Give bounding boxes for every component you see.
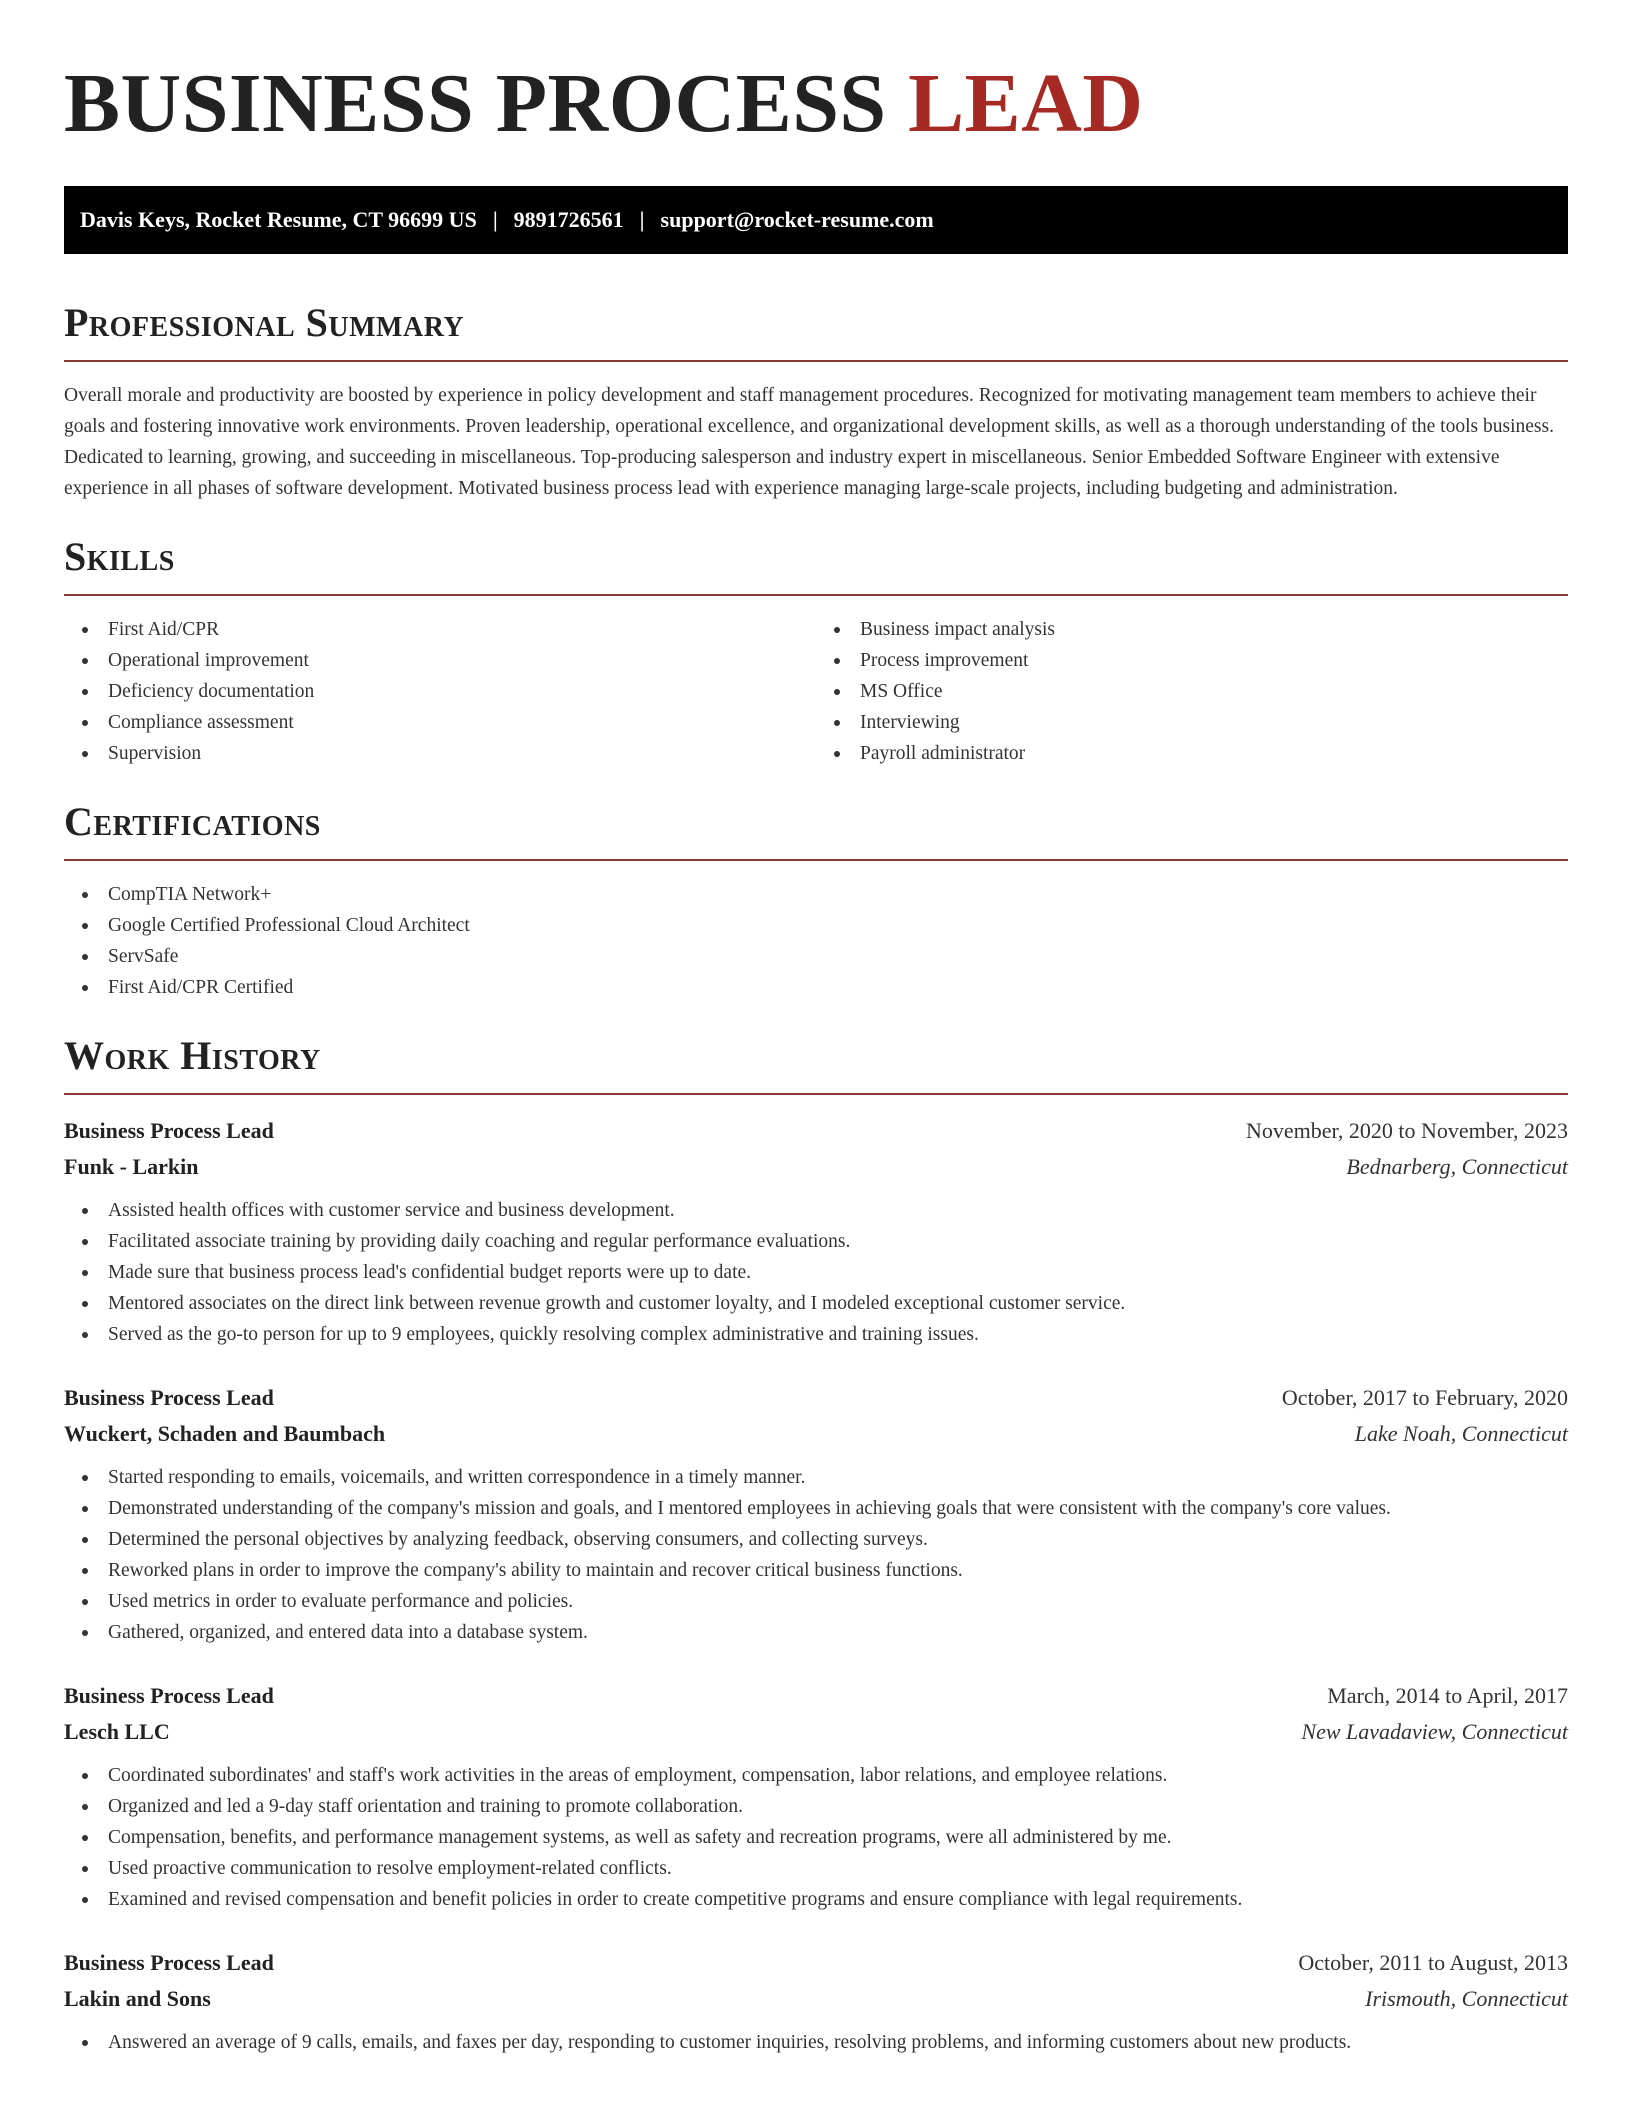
list-item: Interviewing — [816, 707, 1568, 738]
list-item: Mentored associates on the direct link between revenue growth and customer loyalty, and I modeled exceptional customer service. — [64, 1288, 1568, 1319]
job-dates: October, 2017 to February, 2020 — [1281, 1385, 1568, 1410]
resume-title — [64, 56, 1568, 152]
contact-separator: | — [639, 207, 645, 232]
job-company-row — [64, 1981, 1568, 2017]
list-item: Made sure that business process lead's confidential budget reports were up to date. — [64, 1257, 1568, 1288]
list-item: First Aid/CPR Certified — [64, 972, 1568, 1003]
contact-address: Davis Keys, Rocket Resume, CT 96699 US — [80, 207, 477, 232]
section-divider — [64, 594, 1568, 596]
job-header-row — [64, 1945, 1568, 1981]
job-company-row — [64, 1149, 1568, 1185]
job-bullets — [64, 1195, 1568, 1350]
list-item: Assisted health offices with customer service and business development. — [64, 1195, 1568, 1226]
list-item: Process improvement — [816, 645, 1568, 676]
job-dates: October, 2011 to August, 2013 — [1298, 1950, 1568, 1975]
contact-bar — [64, 186, 1568, 254]
skills-column-left — [64, 614, 816, 769]
job-location: Bednarberg, Connecticut — [1346, 1154, 1568, 1179]
job-location: New Lavadaview, Connecticut — [1301, 1719, 1568, 1744]
list-item: Answered an average of 9 calls, emails, and faxes per day, responding to customer inquiries, resolving problems, and informing customers about new products. — [64, 2027, 1568, 2058]
job-location: Irismouth, Connecticut — [1365, 1986, 1568, 2011]
job-dates: March, 2014 to April, 2017 — [1327, 1683, 1568, 1708]
job-entry — [64, 1945, 1568, 2058]
list-item: Served as the go-to person for up to 9 employees, quickly resolving complex administrative and training issues. — [64, 1319, 1568, 1350]
list-item: Operational improvement — [64, 645, 816, 676]
job-company: Lakin and Sons — [64, 1986, 211, 2011]
list-item: Determined the personal objectives by analyzing feedback, observing consumers, and collecting surveys. — [64, 1524, 1568, 1555]
job-title: Business Process Lead — [64, 1385, 274, 1410]
skills-list — [64, 614, 816, 769]
title-main: BUSINESS PROCESS — [64, 57, 887, 150]
work-history-section — [64, 1033, 1568, 2058]
job-entry — [64, 1678, 1568, 1915]
list-item: Gathered, organized, and entered data into a database system. — [64, 1617, 1568, 1648]
list-item: Demonstrated understanding of the company's mission and goals, and I mentored employees in achieving goals that were consistent with the company's core values. — [64, 1493, 1568, 1524]
contact-email[interactable]: support@rocket-resume.com — [660, 207, 934, 232]
section-heading: Skills — [64, 534, 175, 579]
list-item: Coordinated subordinates' and staff's work activities in the areas of employment, compensation, labor relations, and employee relations. — [64, 1760, 1568, 1791]
title-accent: LEAD — [908, 57, 1144, 150]
certifications-section — [64, 799, 1568, 1003]
job-company-row — [64, 1416, 1568, 1452]
section-divider — [64, 360, 1568, 362]
list-item: Supervision — [64, 738, 816, 769]
job-dates: November, 2020 to November, 2023 — [1245, 1118, 1568, 1143]
skills-column-right — [816, 614, 1568, 769]
list-item: ServSafe — [64, 941, 1568, 972]
job-company: Wuckert, Schaden and Baumbach — [64, 1421, 386, 1446]
job-bullets — [64, 2027, 1568, 2058]
list-item: Organized and led a 9-day staff orientation and training to promote collaboration. — [64, 1791, 1568, 1822]
list-item: CompTIA Network+ — [64, 879, 1568, 910]
list-item: Used metrics in order to evaluate performance and policies. — [64, 1586, 1568, 1617]
list-item: Compensation, benefits, and performance management systems, as well as safety and recreation programs, were all administered by me. — [64, 1822, 1568, 1853]
summary-section — [64, 300, 1568, 504]
list-item: Business impact analysis — [816, 614, 1568, 645]
section-heading: Professional Summary — [64, 300, 465, 345]
job-header-row — [64, 1113, 1568, 1149]
list-item: Started responding to emails, voicemails, and written correspondence in a timely manner. — [64, 1462, 1568, 1493]
skills-list — [816, 614, 1568, 769]
job-header-row — [64, 1380, 1568, 1416]
list-item: Facilitated associate training by providing daily coaching and regular performance evaluations. — [64, 1226, 1568, 1257]
job-company: Lesch LLC — [64, 1719, 170, 1744]
list-item: MS Office — [816, 676, 1568, 707]
skills-grid — [64, 614, 1568, 769]
list-item: Used proactive communication to resolve employment-related conflicts. — [64, 1853, 1568, 1884]
list-item: Compliance assessment — [64, 707, 816, 738]
job-bullets — [64, 1462, 1568, 1648]
job-title: Business Process Lead — [64, 1118, 274, 1143]
list-item: Reworked plans in order to improve the company's ability to maintain and recover critical business functions. — [64, 1555, 1568, 1586]
job-company-row — [64, 1714, 1568, 1750]
contact-separator: | — [492, 207, 498, 232]
contact-phone: 9891726561 — [513, 207, 624, 232]
job-title: Business Process Lead — [64, 1683, 274, 1708]
job-bullets — [64, 1760, 1568, 1915]
section-divider — [64, 859, 1568, 861]
list-item: Deficiency documentation — [64, 676, 816, 707]
list-item: Examined and revised compensation and benefit policies in order to create competitive programs and ensure compliance with legal requirements. — [64, 1884, 1568, 1915]
section-divider — [64, 1093, 1568, 1095]
section-heading: Work History — [64, 1033, 321, 1078]
skills-section — [64, 534, 1568, 769]
section-heading: Certifications — [64, 799, 321, 844]
job-header-row — [64, 1678, 1568, 1714]
job-title: Business Process Lead — [64, 1950, 274, 1975]
list-item: Google Certified Professional Cloud Architect — [64, 910, 1568, 941]
job-company: Funk - Larkin — [64, 1154, 199, 1179]
certifications-list — [64, 879, 1568, 1003]
list-item: Payroll administrator — [816, 738, 1568, 769]
job-entry — [64, 1380, 1568, 1648]
summary-text: Overall morale and productivity are boosted by experience in policy development and staff management procedures. Recognized for motivating management team members to achieve their goals and fostering innovative work environments. Proven leadership, operational excellence, and organizational development skills, as well as a thorough understanding of the tools business. Dedicated to learning, growing, and succeeding in miscellaneous. Top-producing salesperson and industry expert in miscellaneous. Senior Embedded Software Engineer with extensive experience in all phases of software development. Motivated business process lead with experience managing large-scale projects, including budgeting and administration. — [64, 385, 1554, 499]
job-location: Lake Noah, Connecticut — [1354, 1421, 1568, 1446]
list-item: First Aid/CPR — [64, 614, 816, 645]
job-entry — [64, 1113, 1568, 1350]
